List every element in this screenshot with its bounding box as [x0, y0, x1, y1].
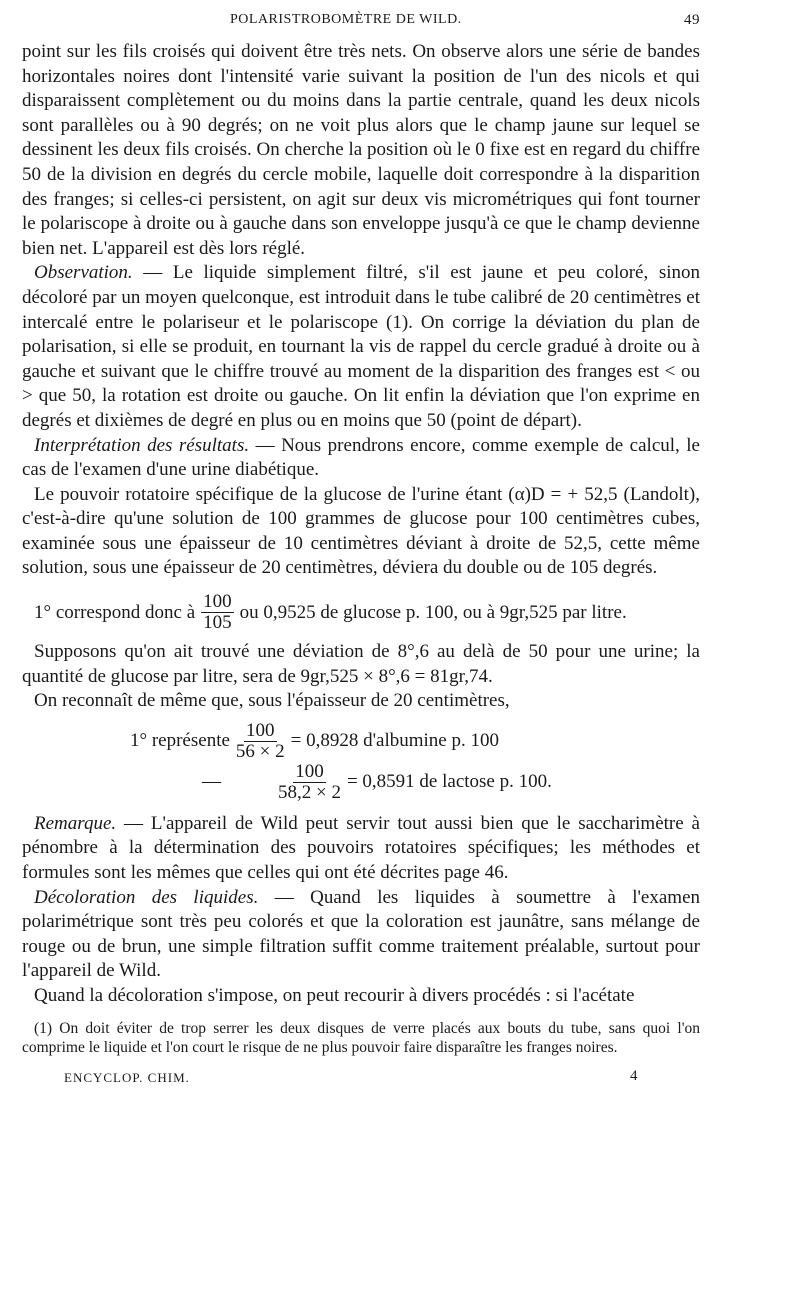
remarque-text: — L'appareil de Wild peut servir tout aussi bien que le saccharimètre à pénombre à la détermination des pouvoirs rotatoires spécifiques; les méthodes et formules sont les mêmes que celles qui ont été décrites page 46. [22, 812, 700, 884]
observation-heading: Observation. [34, 262, 133, 284]
fraction-numerator: 100 [203, 591, 232, 613]
page [22, 8, 700, 1096]
decoloration-text: — Quand les liquides à soumettre à l'examen polarimétrique sont très peu colorés et que la coloration est jaunâtre, sans mélange de rouge ou de brun, une simple filtration suffit comme traitement préalable, surtout pour l'appareil de Wild. [22, 886, 701, 982]
formula-lactose-suffix: = 0,8591 de lactose p. 100. [346, 771, 552, 793]
paragraph-setup: point sur les fils croisés qui doivent être très nets. On observe alors une série de bandes horizontales noires dont l'intensité varie suivant la position de l'un des nicols et qui disparaissent complètement ou du moins dans la partie centrale, quand les deux nicols sont parallèles ou à 90 degrés; on ne voit plus alors que le champ jaune sur lequel se dessinent les deux fils croisés. On cherche la position où le 0 fixe est en regard du chiffre 50 de la division en degrés du cercle mobile, laquelle doit correspondre à la disparition des franges; si celles-ci persistent, on agit sur deux vis micrométriques qui font tourner le polariscope à droite ou à gauche dans son enveloppe jusqu'à ce que le champ devienne bien net. L'appareil est dès lors réglé. [22, 41, 700, 259]
remarque-heading: Remarque. [34, 812, 117, 834]
paragraph-procedes: Quand la décoloration s'impose, on peut recourir à divers procédés : si l'acétate [34, 985, 635, 1006]
paragraph-interpretation [22, 434, 700, 483]
fraction-denominator: 58,2 × 2 [278, 781, 341, 803]
fraction-numerator: 100 [295, 760, 324, 782]
formula-albumine-fraction [235, 719, 285, 762]
formula-glucose-fraction [201, 593, 234, 632]
paragraph-supposons: Supposons qu'on ait trouvé une déviation de 8°,6 au delà de 50 pour une urine; la quantité de glucose par litre, sera de 9gr,525 × 8°,6 = 81gr,74. [22, 641, 700, 687]
formula-glucose-prefix: 1° correspond donc à [34, 601, 196, 623]
running-title: POLARISTROBOMÈTRE DE WILD. [230, 12, 462, 27]
formula-lactose-prefix: — [202, 771, 221, 793]
paragraph-glucose: Le pouvoir rotatoire spécifique de la glucose de l'urine étant (α)D = + 52,5 (Landolt), c'est-à-dire qu'une solution de 100 grammes de glucose pour 100 centimètres cubes, examinée sous une épaisseur de 10 centimètres déviant à droite de 52,5, cette même solution, sous une épaisseur de 20 centimètres, déviera du double ou de 105 degrés. [22, 483, 700, 579]
paragraph-remarque [22, 812, 700, 886]
paragraph-observation [22, 261, 700, 433]
paragraph-reconnait: On reconnaît de même que, sous l'épaisseur de 20 centimètres, [34, 690, 510, 712]
footer-sheet-number: 4 [630, 1067, 639, 1084]
footnote: (1) On doit éviter de trop serrer les deux disques de verre placés aux bouts du tube, sans quoi l'on comprime le liquide et l'on court le risque de ne plus pouvoir faire disparaître les franges noires. [22, 1019, 700, 1057]
page-footer [22, 1066, 700, 1096]
fraction-denominator: 56 × 2 [235, 740, 285, 762]
decoloration-heading: Décoloration des liquides. [34, 886, 259, 908]
formula-lactose [22, 760, 700, 803]
formula-albumine [22, 719, 700, 762]
footer-signature: ENCYCLOP. CHIM. [64, 1069, 190, 1085]
formula-albumine-prefix: 1° représente [130, 730, 230, 752]
formula-lactose-fraction [278, 760, 341, 803]
interpretation-text: — Nous prendrons encore, comme exemple de calcul, le cas de l'examen d'une urine diabétique. [22, 434, 700, 481]
formula-glucose [22, 593, 700, 632]
page-number: 49 [684, 12, 700, 28]
interpretation-heading: Interprétation des résultats. [34, 434, 250, 456]
observation-text: — Le liquide simplement filtré, s'il est jaune et peu coloré, sinon décoloré par un moyen quelconque, est introduit dans le tube calibré de 20 centimètres et intercalé entre le polariseur et le polariscope (1). On corrige la déviation du plan de polarisation, si elle se produit, en tournant la vis de rappel du cercle gradué à droite ou à gauche et suivant que le chiffre trouvé au moment de la disparition des franges est < ou > que 50, la rotation est droite ou gauche. On lit enfin la déviation que l'on exprime en degrés et dixièmes de degré en plus ou en moins que 50 (point de départ). [22, 262, 700, 431]
paragraph-decoloration [22, 886, 700, 984]
running-header [22, 8, 700, 40]
fraction-numerator: 100 [246, 719, 275, 741]
formula-albumine-suffix: = 0,8928 d'albumine p. 100 [290, 730, 499, 752]
formula-glucose-suffix: ou 0,9525 de glucose p. 100, ou à 9gr,525 par litre. [239, 601, 627, 623]
fraction-denominator: 105 [203, 612, 232, 634]
